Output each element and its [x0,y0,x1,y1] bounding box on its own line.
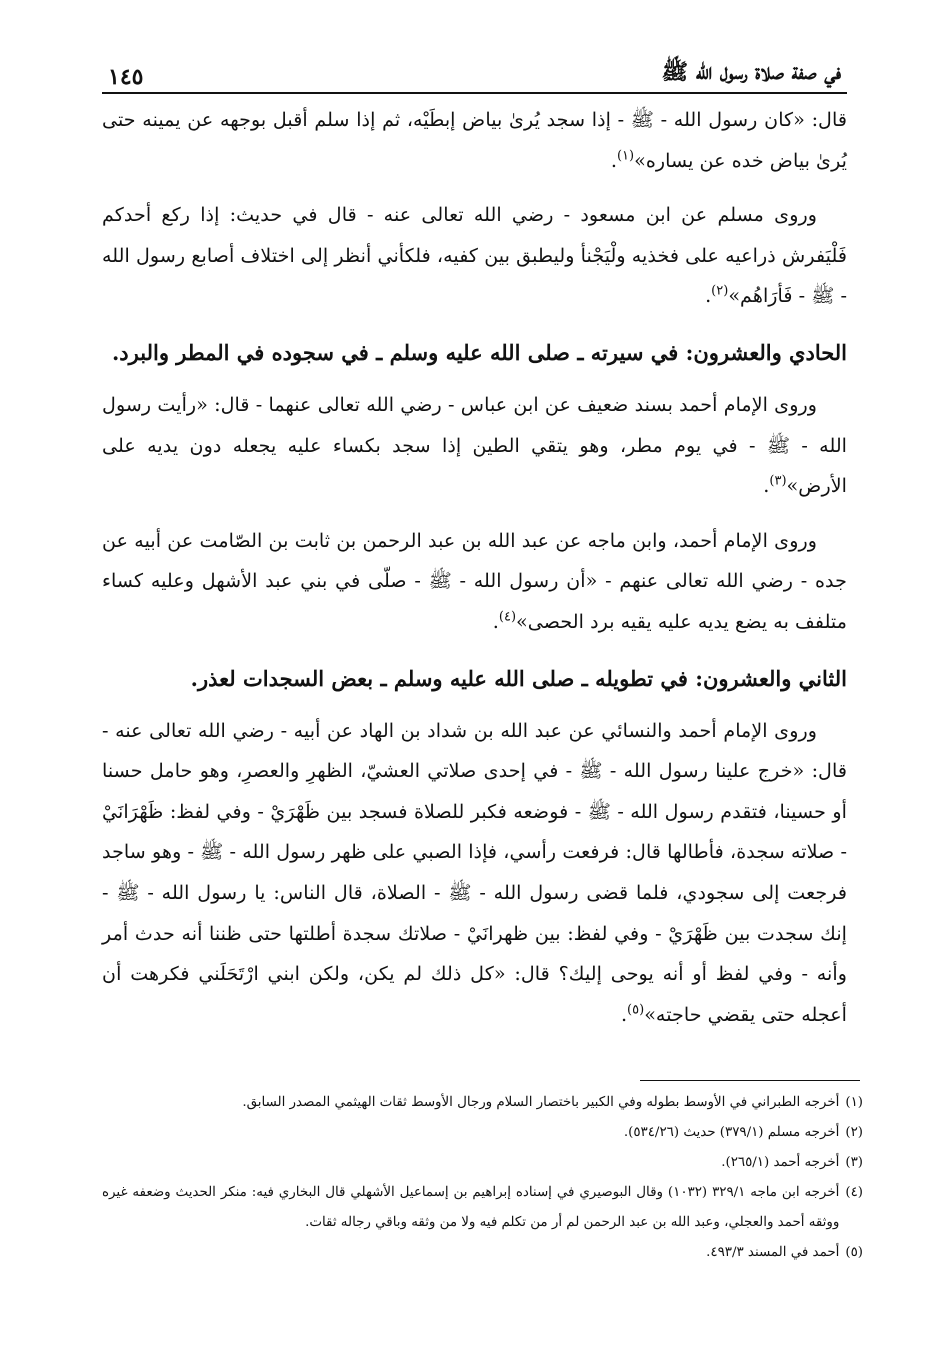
footnote-number: (٢) [845,1125,863,1140]
footnote-text: أخرجه ابن ماجه ٣٢٩/١ (١٠٣٢) وقال البوصيري في إسناده إبراهيم بن إسماعيل الأشهلي قال البخاري فيه: منكر الحديث وضعفه غيره ووثقه أحمد والعجلي، وعبد الله بن عبد الرحمن لم أر من تكلم فيه ولا من وثقه وباقي رجاله ثقات. [102,1185,840,1230]
footnote-ref-3: (٣) [769,473,787,489]
footnote-ref-5: (٥) [627,1002,645,1018]
footnote-text: أحمد في المسند ٤٩٣/٣. [706,1245,840,1260]
footnote-text: أخرجه الطبراني في الأوسط بطوله وفي الكبير باختصار السلام ورجال الأوسط ثقات الهيثمي المصدر السابق. [242,1095,840,1110]
footnote-item [102,1088,863,1118]
running-title: في صفة صلاة رسول الله ﷺ [661,59,841,85]
paragraph-5: وروى الإمام أحمد والنسائي عن عبد الله بن شداد بن الهاد عن أبيه - رضي الله تعالى عنه - قال: «خرج علينا رسول الله - ﷺ - في إحدى صلاتي العشيّ، الظهرِ والعصرِ، وهو حامل حسنا أو حسينا، فتقدم رسول الله - ﷺ - فوضعه فكبر للصلاة فسجد بين ظَهْرَيْ - وفي لفظ: ظَهْرَانَيْ - صلاته سجدة، فأطالها قال: فرفعت رأسي، فإذا الصبي على ظهر رسول الله - ﷺ - وهو ساجد فرجعت إلى سجودي، فلما قضى رسول الله - ﷺ - الصلاة، قال الناس: يا رسول الله - ﷺ - إنك سجدت بين ظَهْرَيْ - وفي لفظ: بين ظهرانَيْ - صلاتك سجدة أطلتها حتى ظننا أنه حدث أمر وأنه - وفي لفظ أو أنه يوحى إليك؟ قال: «كل ذلك لم يكن، ولكن ابني ارْتَحَلَني فكرهت أن أعجله حتى يقضي حاجته»$^{(٥)}$. [102,718,847,1026]
footnote-item [102,1178,863,1238]
paragraph-3: وروى الإمام أحمد بسند ضعيف عن ابن عباس - رضي الله تعالى عنهما - قال: «رأيت رسول الله - ﷺ - في يوم مطر، وهو يتقي الطين إذا سجد بكساء عليه يجعله دون يديه على الأرض»$^{(٣)}$. [102,392,847,498]
footnote-ref-1: (١) [616,148,635,164]
footnotes [102,1088,863,1268]
paragraph-4-text: وروى الإمام أحمد، وابن ماجه عن عبد الله بن عبد الرحمن بن ثابت بن الصّامت عن أبيه عن جده - رضي الله تعالى عنهم - «أن رسول الله - ﷺ - صلّى في بني عبد الأشهل وعليه كساء متلفف به يضع يديه عليه يقيه برد الحصى» [102,528,847,633]
footnote-number: (٤) [845,1185,863,1200]
paragraph-2-text: وروى مسلم عن ابن مسعود - رضي الله تعالى عنه - قال في حديث: إذا ركع أحدكم فَلْيَفرش ذراعيه على فخذيه ولْيَجْنأ وليطبق بين كفيه، فلكأني أنظر إلى اختلاف أصابع رسول الله - ﷺ - فَأرَاهُم» [102,203,847,308]
footnote-ref-2: (٢) [711,283,729,299]
section-heading-22: الثاني والعشرون: في تطويله ـ صلى الله عليه وسلم ـ بعض السجدات لعذر. [190,665,847,691]
footnote-item [102,1148,863,1178]
section-heading-21: الحادي والعشرون: في سيرته ـ صلى الله عليه وسلم ـ في سجوده في المطر والبرد. [112,339,847,365]
footnote-number: (٣) [845,1155,863,1170]
header-rule [102,92,847,94]
paragraph-1-text: قال: «كان رسول الله - ﷺ - إذا سجد يُرىٰ بياض إبطَيْه، ثم إذا سلم أقبل بوجهه عن يمينه حتى يُرىٰ بياض خده عن يساره» [102,108,847,172]
footnote-item [102,1118,863,1148]
page-number: ١٤٥ [108,64,144,90]
paragraph-3-text: وروى الإمام أحمد بسند ضعيف عن ابن عباس - رضي الله تعالى عنهما - قال: «رأيت رسول الله - ﷺ - في يوم مطر، وهو يتقي الطين إذا سجد بكساء عليه يجعله دون يديه على الأرض» [102,392,847,498]
footnote-ref-4: (٤) [498,609,517,625]
footnote-item [102,1238,863,1268]
main-text [102,100,847,1049]
page-header [108,44,841,90]
paragraph-2: وروى مسلم عن ابن مسعود - رضي الله تعالى عنه - قال في حديث: إذا ركع أحدكم فَلْيَفرش ذراعيه على فخذيه ولْيَجْنأ وليطبق بين كفيه، فلكأني أنظر إلى اختلاف أصابع رسول الله - ﷺ - فَأرَاهُم»$^{(٢)}$. [102,203,847,308]
footnote-number: (٥) [845,1245,863,1260]
paragraph-5-text: وروى الإمام أحمد والنسائي عن عبد الله بن شداد بن الهاد عن أبيه - رضي الله تعالى عنه - قال: «خرج علينا رسول الله - ﷺ - في إحدى صلاتي العشيّ، الظهرِ والعصرِ، وهو حامل حسنا أو حسينا، فتقدم رسول الله - ﷺ - فوضعه فكبر للصلاة فسجد بين ظَهْرَيْ - وفي لفظ: ظَهْرَانَيْ - صلاته سجدة، فأطالها قال: فرفعت رأسي، فإذا الصبي على ظهر رسول الله - ﷺ - وهو ساجد فرجعت إلى سجودي، فلما قضى رسول الله - ﷺ - الصلاة، قال الناس: يا رسول الله - ﷺ - إنك سجدت بين ظَهْرَيْ - وفي لفظ: بين ظهرانَيْ - صلاتك سجدة أطلتها حتى ظننا أنه حدث أمر وأنه - وفي لفظ أو أنه يوحى إليك؟ قال: «كل ذلك لم يكن، ولكن ابني ارْتَحَلَني فكرهت أن أعجله حتى يقضي حاجته» [102,718,847,1026]
footnote-text: أخرجه أحمد (٢٦٥/١). [721,1155,840,1170]
footnote-number: (١) [845,1095,863,1110]
footnote-rule [640,1080,860,1081]
footnote-text: أخرجه مسلم (٣٧٩/١) حديث (٥٣٤/٢٦). [623,1125,840,1140]
paragraph-1: قال: «كان رسول الله - ﷺ - إذا سجد يُرىٰ بياض إبطَيْه، ثم إذا سلم أقبل بوجهه عن يمينه حتى يُرىٰ بياض خده عن يساره»$^{(١)}$. [102,108,847,172]
paragraph-4: وروى الإمام أحمد، وابن ماجه عن عبد الله بن عبد الرحمن بن ثابت بن الصّامت عن أبيه عن جده - رضي الله تعالى عنهم - «أن رسول الله - ﷺ - صلّى في بني عبد الأشهل وعليه كساء متلفف به يضع يديه عليه يقيه برد الحصى»$^{(٤)}$. [102,528,847,633]
